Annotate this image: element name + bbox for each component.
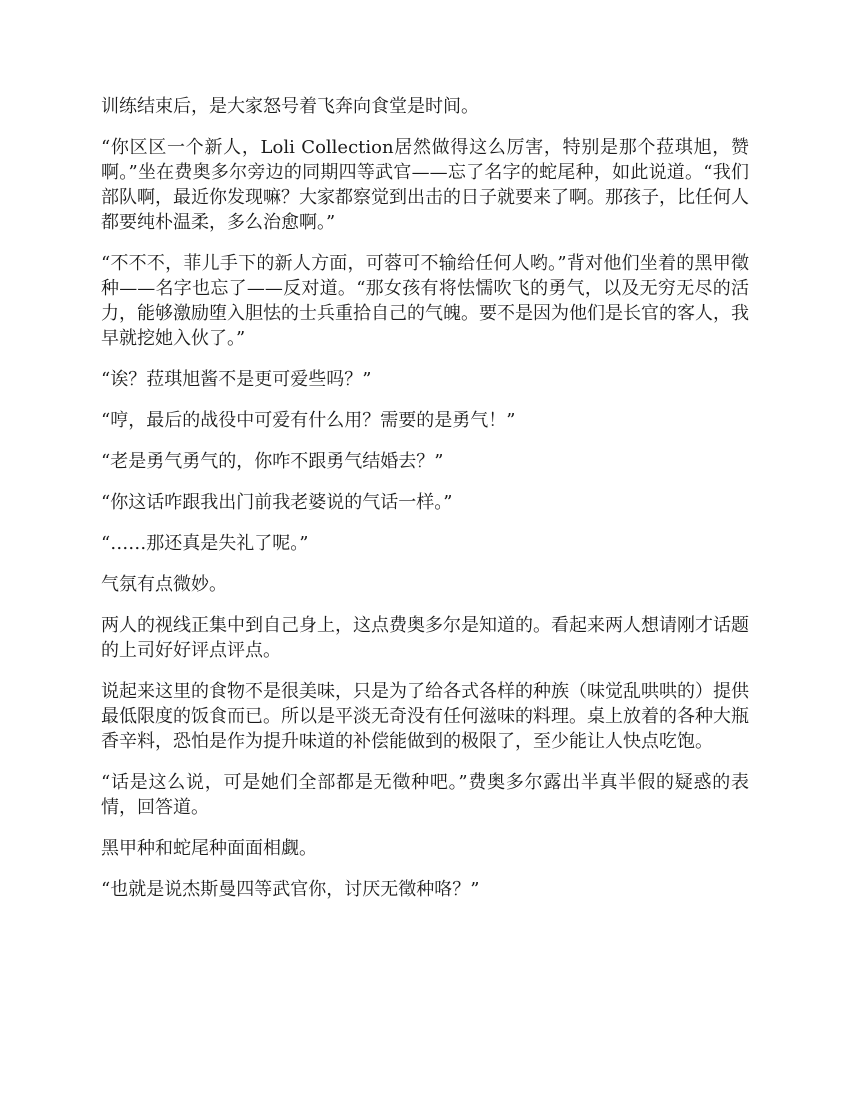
paragraph: “诶？菈琪旭酱不是更可爱些吗？” [101,369,372,390]
document-page [101,94,749,918]
paragraph: “也就是说杰斯曼四等武官你，讨厌无徵种咯？” [101,879,480,900]
paragraph: “……那还真是失礼了呢。” [101,533,309,554]
paragraph: 气氛有点微妙。 [101,574,227,595]
paragraph: “你区区一个新人，Loli Collection居然做得这么厉害，特别是那个菈琪旭，赞啊。”坐在费奥多尔旁边的同期四等武官——忘了名字的蛇尾种，如此说道。“我们部队啊，最近你发现嘛？大家都察觉到出击的日子就要来了啊。那孩子，比任何人都要纯朴温柔，多么治愈啊。” [101,137,749,233]
paragraph: “哼，最后的战役中可爱有什么用？需要的是勇气！” [101,410,516,431]
paragraph: “老是勇气勇气的，你咋不跟勇气结婚去？” [101,451,444,472]
paragraph: “你这话咋跟我出门前我老婆说的气话一样。” [101,492,453,513]
paragraph: 训练结束后，是大家怒号着飞奔向食堂是时间。 [101,96,479,117]
paragraph: 黑甲种和蛇尾种面面相觑。 [101,838,317,859]
paragraph: “不不不，菲儿手下的新人方面，可蓉可不输给任何人哟。”背对他们坐着的黑甲徵种——名字也忘了——反对道。“那女孩有将怯懦吹飞的勇气，以及无穷无尽的活力，能够激励堕入胆怯的士兵重拾自己的气魄。要不是因为他们是长官的客人，我早就挖她入伙了。” [101,253,749,349]
paragraph: “话是这么说，可是她们全部都是无徵种吧。”费奥多尔露出半真半假的疑惑的表情，回答道。 [101,772,749,818]
paragraph: 说起来这里的食物不是很美味，只是为了给各式各样的种族（味觉乱哄哄的）提供最低限度的饭食而已。所以是平淡无奇没有任何滋味的料理。桌上放着的各种大瓶香辛料，恐怕是作为提升味道的补偿能做到的极限了，至少能让人快点吃饱。 [101,681,749,752]
paragraph: 两人的视线正集中到自己身上，这点费奥多尔是知道的。看起来两人想请刚才话题的上司好好评点评点。 [101,615,749,661]
